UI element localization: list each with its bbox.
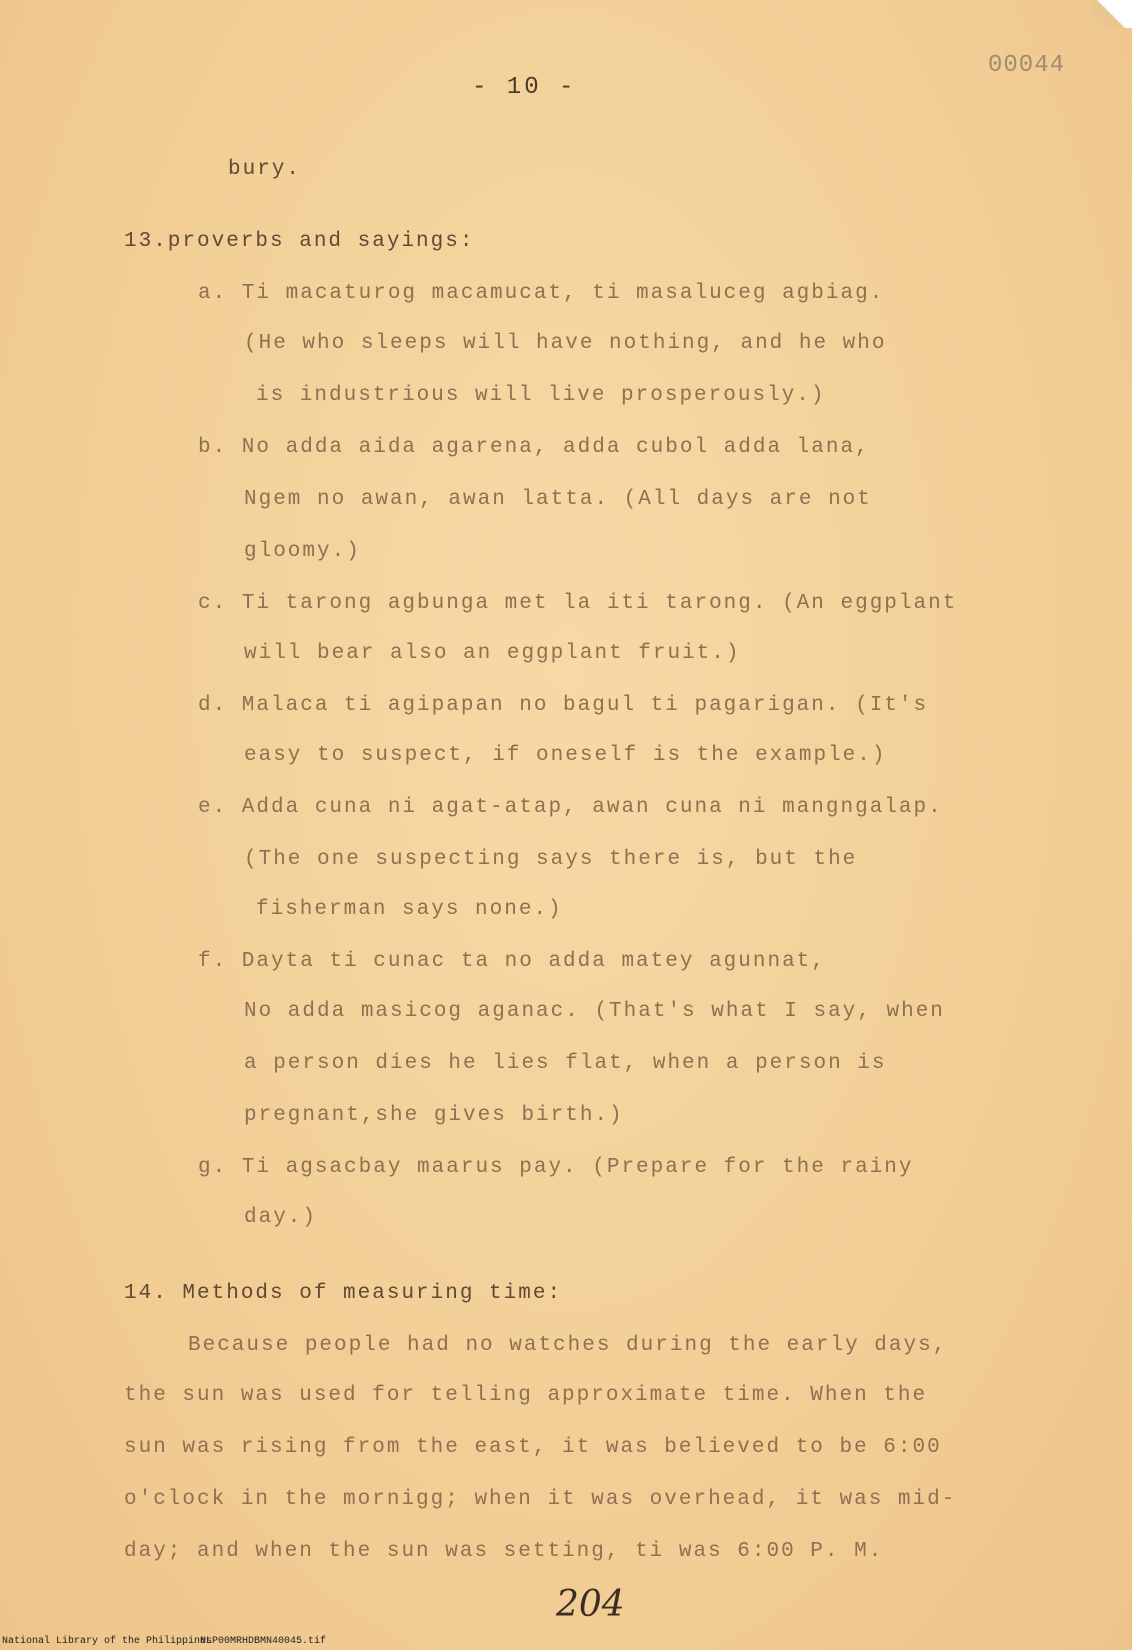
folded-corner [1090, 0, 1132, 28]
proverb-d: d. Malaca ti agipapan no bagul ti pagarigan. (It's [198, 694, 929, 717]
proverb-c: c. Ti tarong agbunga met la iti tarong. (An eggplant [198, 592, 958, 615]
proverb-a-translation-1: (He who sleeps will have nothing, and he who [244, 332, 887, 355]
footer-file-id: NLP00MRHDBMN40045.tif [200, 1636, 327, 1647]
paragraph-line-3: sun was rising from the east, it was believed to be 6:00 [124, 1436, 942, 1459]
section-heading-time: 14. Methods of measuring time: [124, 1282, 563, 1305]
page-number: - 10 - [472, 74, 577, 101]
paragraph-line-4: o'clock in the mornigg; when it was overhead, it was mid- [124, 1488, 957, 1511]
proverb-d-translation: easy to suspect, if oneself is the example.) [244, 744, 887, 767]
section-heading-proverbs: 13.proverbs and sayings: [124, 230, 475, 253]
proverb-f-line-2: No adda masicog aganac. (That's what I say, when [244, 1000, 945, 1023]
proverb-a: a. Ti macaturog macamucat, ti masaluceg agbiag. [198, 282, 885, 305]
proverb-f: f. Dayta ti cunac ta no adda matey agunnat, [198, 950, 826, 973]
proverb-e: e. Adda cuna ni agat-atap, awan cuna ni mangngalap. [198, 796, 943, 819]
paragraph-line-1: Because people had no watches during the early days, [188, 1334, 948, 1357]
proverb-e-translation-2: fisherman says none.) [256, 898, 563, 921]
proverb-b: b. No adda aida agarena, adda cubol adda lana, [198, 436, 870, 459]
paragraph-line-2: the sun was used for telling approximate time. When the [124, 1384, 928, 1407]
proverb-g: g. Ti agsacbay maarus pay. (Prepare for the rainy [198, 1156, 914, 1179]
proverb-b-line-3: gloomy.) [244, 540, 361, 563]
proverb-c-translation: will bear also an eggplant fruit.) [244, 642, 741, 665]
proverb-g-line-2: day.) [244, 1206, 318, 1229]
handwritten-page-number: 204 [556, 1584, 625, 1625]
proverb-b-line-2: Ngem no awan, awan latta. (All days are not [244, 488, 872, 511]
proverb-f-line-3: a person dies he lies flat, when a person is [244, 1052, 887, 1075]
proverb-a-translation-2: is industrious will live prosperously.) [256, 384, 826, 407]
proverb-f-line-4: pregnant,she gives birth.) [244, 1104, 624, 1127]
paragraph-line-5: day; and when the sun was setting, ti was 6:00 P. M. [124, 1540, 884, 1563]
footer-library-name: National Library of the Philippines [2, 1636, 213, 1647]
proverb-e-translation-1: (The one suspecting says there is, but the [244, 848, 858, 871]
archive-stamp-number: 00044 [988, 52, 1066, 79]
text-line-1: bury. [228, 158, 302, 181]
